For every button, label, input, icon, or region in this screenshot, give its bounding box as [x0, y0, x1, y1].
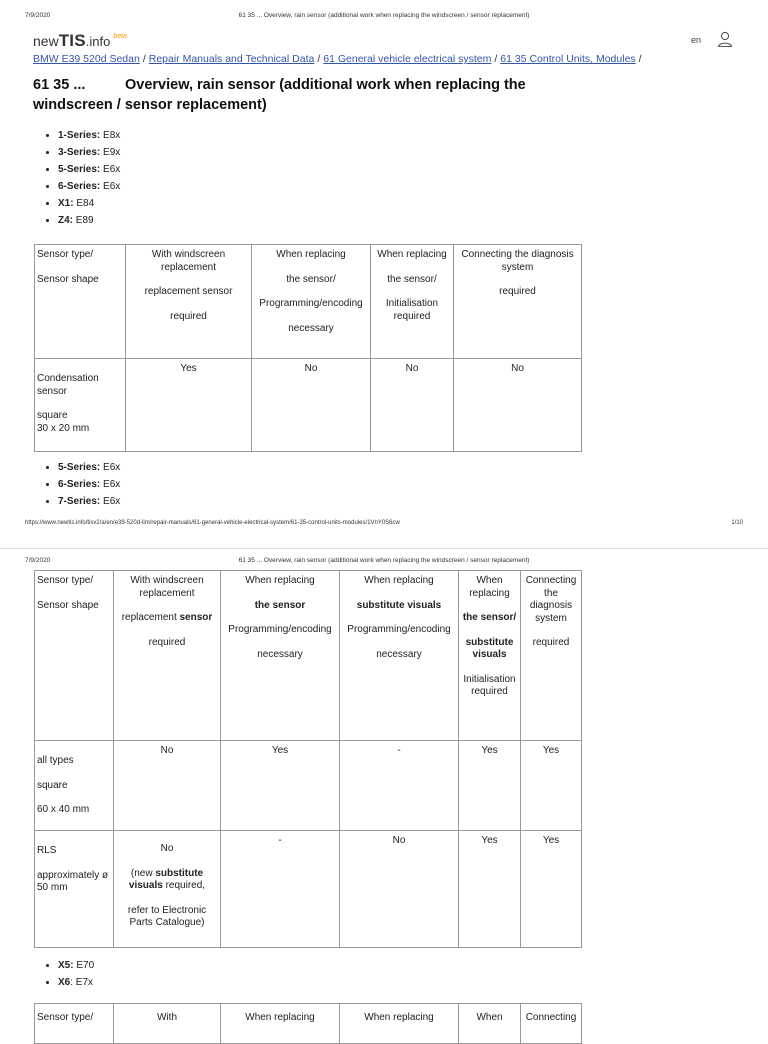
header-cell: With — [114, 1004, 221, 1044]
model-item: • 6-Series: E6x — [58, 178, 120, 195]
pdf-footer — [25, 520, 743, 530]
title-text: Overview, rain sensor (additional work when replacing the windscreen / sensor replacement) — [33, 77, 526, 113]
table-cell: Yes — [521, 831, 582, 948]
header-cell: When — [459, 1004, 521, 1044]
sensor-cell: Condensation sensor square 30 x 20 mm — [35, 359, 126, 452]
sensor-table-1 — [34, 244, 582, 452]
model-item: • 6-Series: E6x — [58, 476, 120, 493]
model-item: • Z4: E89 — [58, 212, 120, 229]
breadcrumb — [33, 53, 645, 65]
header-cell: Sensor type/ Sensor shape — [35, 245, 126, 359]
title-code: 61 35 ... — [33, 77, 86, 93]
logo-suffix: .info — [85, 34, 111, 49]
pdf-page-2 — [0, 548, 768, 1025]
table-cell: Yes — [459, 831, 521, 948]
page-title — [33, 75, 593, 115]
model-list — [38, 127, 120, 229]
model-item: • 5-Series: E6x — [58, 161, 120, 178]
model-item: • 3-Series: E9x — [58, 144, 120, 161]
breadcrumb-control-units[interactable]: 61 35 Control Units, Modules — [500, 53, 636, 65]
header-cell: Sensor type/ — [35, 1004, 114, 1044]
model-item: • 5-Series: E6x — [58, 459, 120, 476]
breadcrumb-separator: / — [638, 53, 642, 65]
header-cell: Connecting — [521, 1004, 582, 1044]
breadcrumb-electrical-system[interactable]: 61 General vehicle electrical system — [323, 53, 492, 65]
table-row — [35, 831, 582, 948]
table-cell: No (new substitute visuals required, refer to Electronic Parts Catalogue) — [114, 831, 221, 948]
breadcrumb-vehicle[interactable]: BMW E39 520d Sedan — [33, 53, 140, 65]
header-cell: When replacing the sensor/ Initialisation required — [371, 245, 454, 359]
table-cell: No — [454, 359, 582, 452]
model-item: • X6: E7x — [58, 974, 94, 991]
print-date: 7/9/2020 — [25, 12, 51, 19]
logo-main: TIS — [58, 31, 86, 50]
logo-beta-badge: beta — [113, 33, 127, 40]
table-cell: No — [252, 359, 371, 452]
table-cell: Yes — [521, 741, 582, 831]
table-row — [35, 741, 582, 831]
table-header-row — [35, 245, 582, 359]
model-item: • 1-Series: E8x — [58, 127, 120, 144]
header-cell: Sensor type/ Sensor shape — [35, 571, 114, 741]
print-title: 61 35 ... Overview, rain sensor (additional work when replacing the windscreen / sensor replacement) — [238, 12, 530, 19]
header-cell: When replacing the sensor Programming/encoding necessary — [221, 571, 340, 741]
header-cell: With windscreen replacement replacement sensor required — [114, 571, 221, 741]
pdf-header — [25, 12, 743, 24]
model-item: • X5: E70 — [58, 957, 94, 974]
table-cell: No — [371, 359, 454, 452]
header-cell: When replacing substitute visuals Programming/encoding necessary — [340, 571, 459, 741]
header-cell: When replacing — [221, 1004, 340, 1044]
print-url: https://www.newtis.info/tisv2/a/en/e39-520d-lim/repair-manuals/61-general-vehicle-electrical-system/61-35-control-units-modules/1VnY0S6cw — [25, 520, 400, 526]
table-cell: Yes — [221, 741, 340, 831]
model-list — [38, 957, 94, 991]
header-cell: When replacing the sensor/ substitute visuals Initialisation required — [459, 571, 521, 741]
model-item: • X1: E84 — [58, 195, 120, 212]
table-cell: - — [340, 741, 459, 831]
logo-prefix: new — [33, 33, 59, 49]
print-date: 7/9/2020 — [25, 557, 51, 564]
header-cell: With windscreen replacement replacement sensor required — [126, 245, 252, 359]
header-cell: When replacing the sensor/ Programming/encoding necessary — [252, 245, 371, 359]
sensor-cell: RLS approximately ø 50 mm — [35, 831, 114, 948]
breadcrumb-separator: / — [317, 53, 321, 65]
table-header-row — [35, 571, 582, 741]
table-cell: No — [114, 741, 221, 831]
table-cell: Yes — [126, 359, 252, 452]
breadcrumb-repair-manuals[interactable]: Repair Manuals and Technical Data — [148, 53, 315, 65]
sensor-cell: all types square 60 x 40 mm — [35, 741, 114, 831]
breadcrumb-separator: / — [142, 53, 146, 65]
table-cell: No — [340, 831, 459, 948]
language-switch[interactable]: en — [691, 35, 702, 45]
breadcrumb-separator: / — [494, 53, 498, 65]
page-number: 1/10 — [731, 520, 743, 526]
table-cell: Yes — [459, 741, 521, 831]
pdf-header — [25, 557, 743, 569]
header-cell: Connecting the diagnosis system required — [521, 571, 582, 741]
table-row — [35, 359, 582, 452]
header-cell: When replacing — [340, 1004, 459, 1044]
user-icon[interactable] — [716, 30, 734, 48]
header-cell: Connecting the diagnosis system required — [454, 245, 582, 359]
model-list — [38, 459, 120, 510]
site-logo[interactable] — [33, 31, 127, 51]
print-title: 61 35 ... Overview, rain sensor (additional work when replacing the windscreen / sensor replacement) — [238, 557, 530, 564]
model-item: • 7-Series: E6x — [58, 493, 120, 510]
table-cell: - — [221, 831, 340, 948]
sensor-table-2 — [34, 570, 582, 948]
